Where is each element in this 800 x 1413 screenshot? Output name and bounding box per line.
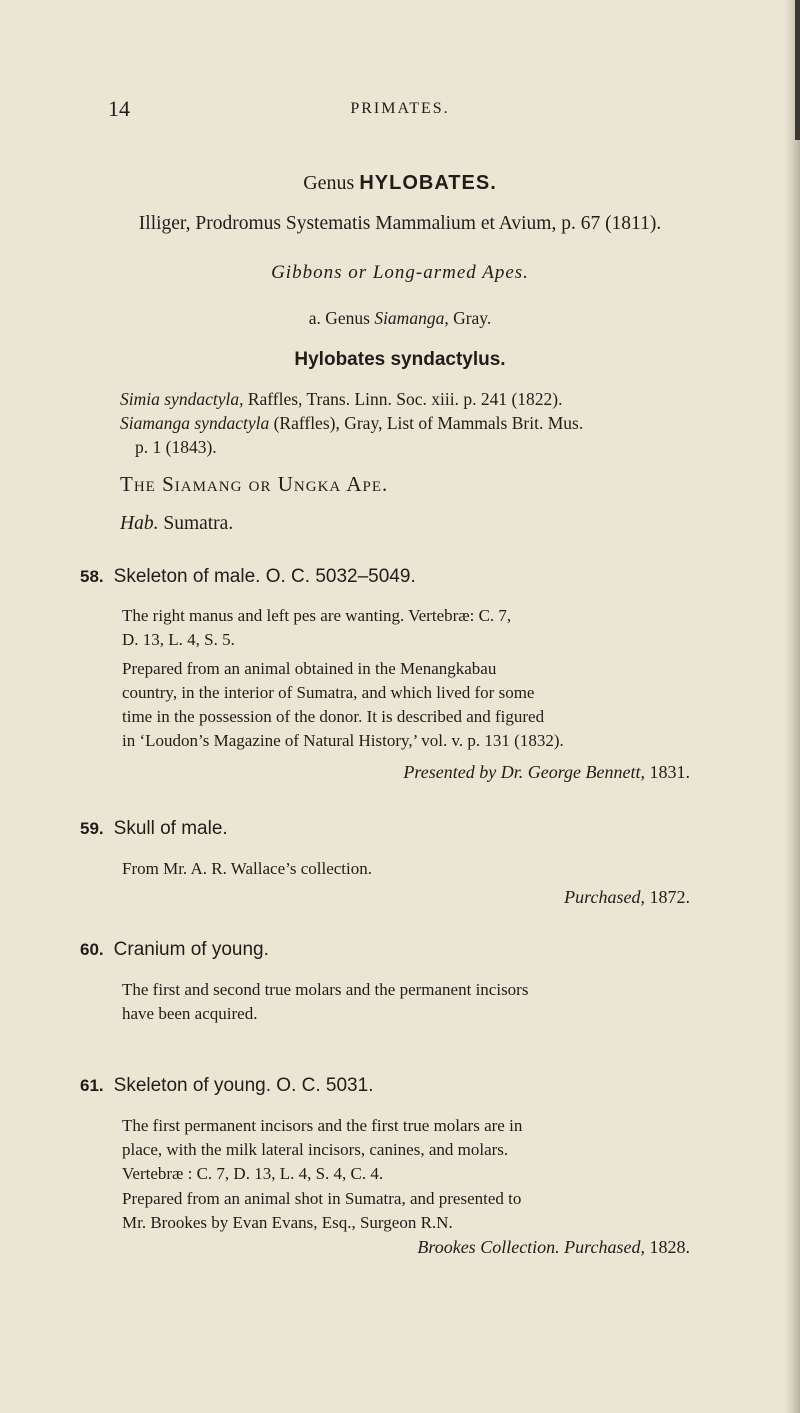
synonym-2 [120,413,583,434]
entry-title: Skull of male. [113,818,228,839]
text-line: The right manus and left pes are wanting. Vertebræ: C. 7, [122,606,512,625]
acquisition-text: Brookes Collection. Purchased, [417,1237,645,1257]
text-line: The first permanent incisors and the first true molars are in [122,1116,523,1135]
synonym-1-ref: Raffles, Trans. Linn. Soc. xiii. p. 241 (1822). [243,389,563,409]
synonym-2-taxon: Siamanga syndactyla [120,413,270,433]
page-number: 14 [108,96,130,121]
entry-58-paragraph-1 [122,604,682,652]
entry-title: Cranium of young. [113,939,269,960]
text-line: The first and second true molars and the permanent incisors [122,980,529,999]
common-name-heading: Gibbons or Long-armed Apes. [271,262,529,283]
habitat-value: Sumatra. [158,513,234,534]
synonym-2-continuation: p. 1 (1843). [135,437,217,457]
acquisition-year: 1828. [645,1237,690,1257]
entry-61-paragraph-1 [122,1114,682,1186]
running-title: PRIMATES. [350,100,450,117]
acquisition-text: Presented by Dr. George Bennett, [403,762,645,782]
text-line: Vertebræ : C. 7, D. 13, L. 4, S. 4, C. 4. [122,1164,384,1183]
entry-61-paragraph-2 [122,1187,682,1235]
vernacular-name: The Siamang or Ungka Ape. [120,472,389,496]
entry-title: Skeleton of male. O. C. 5032–5049. [113,566,416,587]
text-line: place, with the milk lateral incisors, canines, and molars. [122,1140,509,1159]
habitat-line [120,513,233,535]
entry-61-acquisition [417,1237,690,1258]
habitat-label: Hab. [120,513,159,534]
entry-title: Skeleton of young. O. C. 5031. [113,1075,374,1096]
entry-58 [80,566,416,588]
entry-59-paragraph-1 [122,857,682,881]
entry-number: 60. [80,940,104,959]
entry-60-paragraph-1 [122,978,682,1026]
acquisition-year: 1831. [645,762,690,782]
genus-prefix: Genus [303,172,355,194]
text-line: Prepared from an animal obtained in the Menangkabau [122,659,497,678]
acquisition-year: 1872. [645,887,690,907]
genus-name: HYLOBATES. [359,172,497,194]
synonym-1 [120,389,563,410]
text-line: D. 13, L. 4, S. 5. [122,630,235,649]
genus-reference: Illiger, Prodromus Systematis Mammalium et Avium, p. 67 (1811). [138,213,662,234]
entry-number: 61. [80,1076,104,1095]
entry-61 [80,1075,373,1097]
entry-60 [80,939,269,961]
entry-number: 59. [80,819,104,838]
genus-heading [0,172,800,195]
synonym-2-ref: (Raffles), Gray, List of Mammals Brit. Mus. [269,413,584,433]
entry-59 [80,818,228,840]
text-line: country, in the interior of Sumatra, and which lived for some [122,683,535,702]
entry-58-paragraph-2 [122,657,682,753]
subgenus-name: Siamanga [374,308,445,328]
text-line: From Mr. A. R. Wallace’s collection. [122,859,372,878]
species-heading: Hylobates syndactylus. [294,349,506,370]
synonym-1-taxon: Simia syndactyla, [120,389,244,409]
entry-59-acquisition [564,887,690,908]
entry-number: 58. [80,567,104,586]
subgenus-line [0,308,800,329]
acquisition-text: Purchased, [564,887,645,907]
text-line: Prepared from an animal shot in Sumatra, and presented to [122,1189,522,1208]
subgenus-label: a. Genus [308,308,370,328]
text-line: in ‘Loudon’s Magazine of Natural History,’ vol. v. p. 131 (1832). [122,731,564,750]
text-line: have been acquired. [122,1004,258,1023]
text-line: time in the possession of the donor. It is described and figured [122,707,545,726]
entry-58-acquisition [403,762,690,783]
text-line: Mr. Brookes by Evan Evans, Esq., Surgeon R.N. [122,1213,453,1232]
subgenus-authority: , Gray. [444,308,492,328]
